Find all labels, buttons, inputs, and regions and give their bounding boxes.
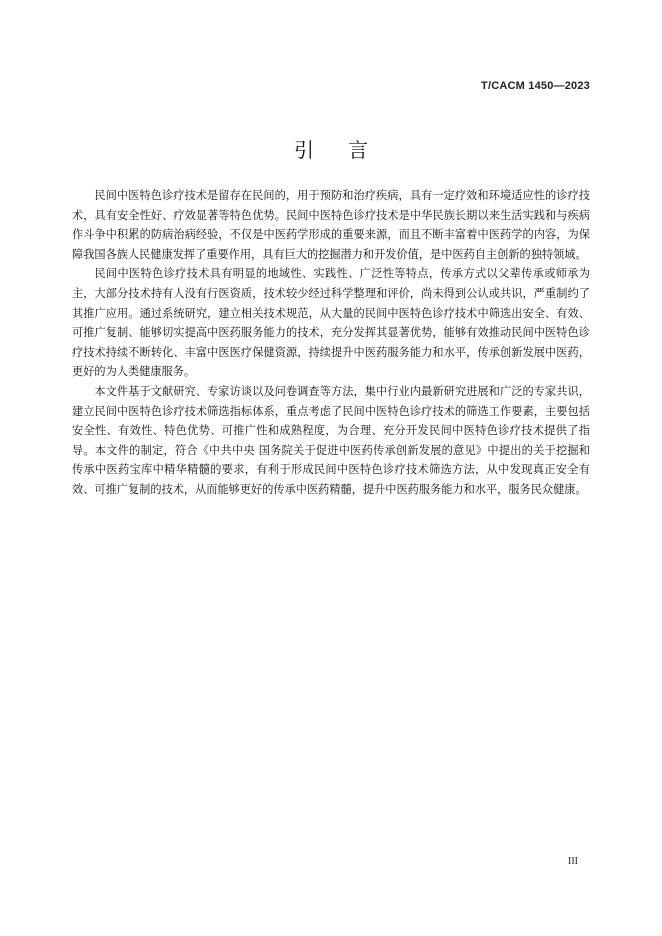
paragraph-3: 本文件基于文献研究、专家访谈以及问卷调查等方法，集中行业内最新研究进展和广泛的专家共识，建立民间中医特色诊疗技术筛选指标体系，重点考虑了民间中医特色诊疗技术的筛选工作要素，主要包括安全性、有效性、特色优势、可推广性和成熟程度，为合理、充分开发民间中医特色诊疗技术提供了指导。本文件的制定，符合《中共中央 国务院关于促进中医药传承创新发展的意见》中提出的关于挖掘和传承中医药宝库中精华精髓的要求，有利于形成民间中医特色诊疗技术筛选方法，从中发现真正安全有效、可推广复制的技术，从而能够更好的传承中医药精髓，提升中医药服务能力和水平，服务民众健康。 [72, 384, 590, 496]
paragraph-1: 民间中医特色诊疗技术是留存在民间的，用于预防和治疗疾病，具有一定疗效和环境适应性的诊疗技术，具有安全性好、疗效显著等特色优势。民间中医特色诊疗技术是中华民族长期以来生活实践和与疾病作斗争中积累的防病治病经验，不仅是中医药学形成的重要来源，而且不断丰富着中医药学的内容，为保障我国各族人民健康发挥了重要作用，具有巨大的挖掘潜力和开发价值，是中医药自主创新的独特领域。 [72, 189, 590, 261]
page-title: 引言 [294, 138, 402, 162]
document-body [72, 186, 590, 500]
page-number: III [568, 856, 578, 867]
paragraph-2: 民间中医特色诊疗技术具有明显的地域性、实践性、广泛性等特点，传承方式以父辈传承或师承为主，大部分技术持有人没有行医资质，技术较少经过科学整理和评价，尚未得到公认或共识，严重制约了其推广应用。通过系统研究，建立相关技术规范，从大量的民间中医特色诊疗技术中筛选出安全、有效、可推广复制、能够切实提高中医药服务能力的技术，充分发挥其显著优势，能够有效推动民间中医特色诊疗技术持续不断转化、丰富中医医疗保健资源，持续提升中医药服务能力和水平，传承创新发展中医药，更好的为人类健康服务。 [72, 267, 590, 379]
standard-code: T/CACM 1450—2023 [481, 80, 590, 92]
